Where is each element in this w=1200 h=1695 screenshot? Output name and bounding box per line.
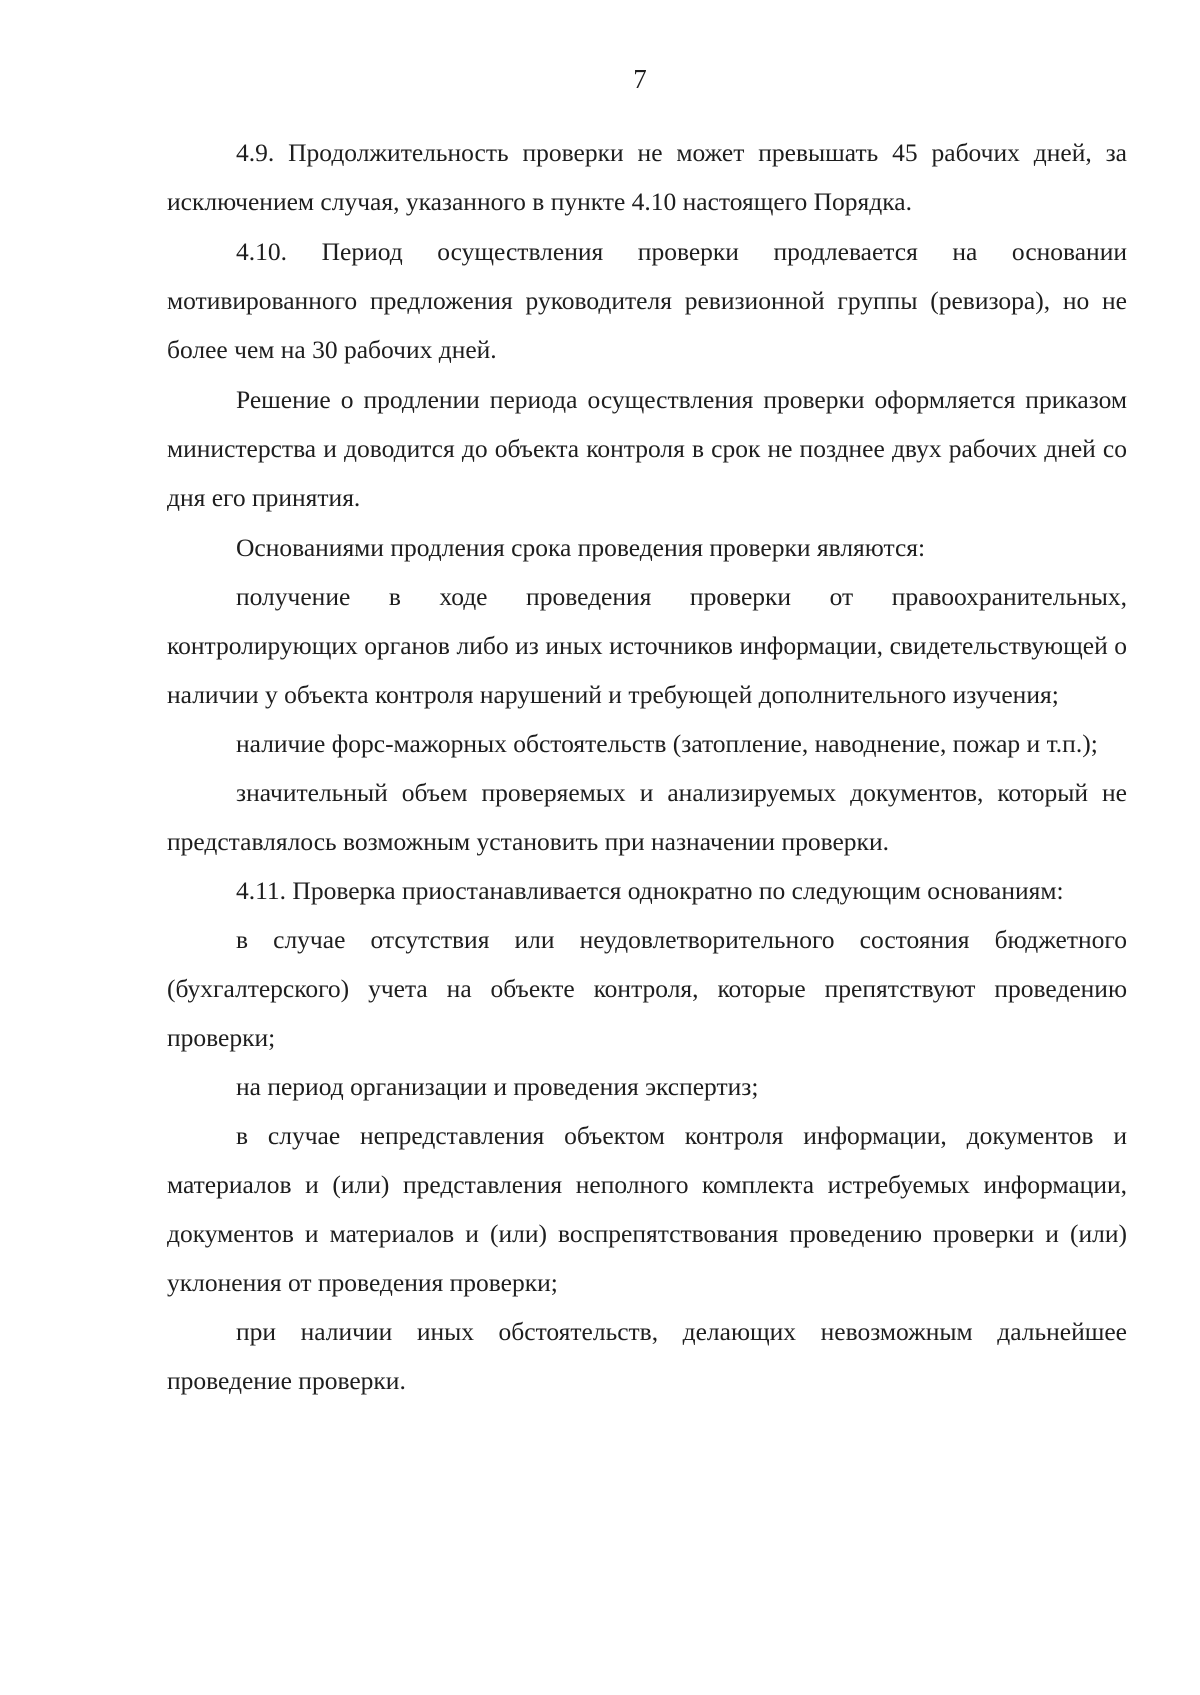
paragraph-ground-document-volume: значительный объем проверяемых и анализируемых документов, который не представлялось возможным установить при назначении проверки. xyxy=(167,778,1127,856)
paragraph-extension-decision: Решение о продлении периода осуществления проверки оформляется приказом министерства и доводится до объекта контроля в срок не позднее двух рабочих дней со дня его принятия. xyxy=(167,385,1127,512)
paragraph-extension-grounds-intro: Основаниями продления срока проведения проверки являются: xyxy=(236,533,926,562)
paragraph-ground-force-majeure: наличие форс-мажорных обстоятельств (затопление, наводнение, пожар и т.п.); xyxy=(236,729,1098,758)
paragraph-suspension-accounting: в случае отсутствия или неудовлетворительного состояния бюджетного (бухгалтерского) учета на объекте контроля, которые препятствуют проведению проверки; xyxy=(167,925,1127,1052)
paragraph-4-9: 4.9. Продолжительность проверки не может превышать 45 рабочих дней, за исключением случая, указанного в пункте 4.10 настоящего Порядка. xyxy=(167,138,1127,216)
paragraph-suspension-documents: в случае непредставления объектом контроля информации, документов и материалов и (или) представления неполного комплекта истребуемых информации, документов и материалов и (или) воспрепятствования проведению проверки и (или) уклонения от проведения проверки; xyxy=(167,1121,1127,1297)
paragraph-ground-information: получение в ходе проведения проверки от правоохранительных, контролирующих органов либо из иных источников информации, свидетельствующей о наличии у объекта контроля нарушений и требующей дополнительного изучения; xyxy=(167,582,1127,709)
paragraph-4-11: 4.11. Проверка приостанавливается однократно по следующим основаниям: xyxy=(236,876,1064,905)
page-number: 7 xyxy=(633,64,647,94)
document-body xyxy=(167,128,1127,1405)
paragraph-suspension-other: при наличии иных обстоятельств, делающих невозможным дальнейшее проведение проверки. xyxy=(167,1317,1127,1395)
paragraph-4-10: 4.10. Период осуществления проверки продлевается на основании мотивированного предложения руководителя ревизионной группы (ревизора), но не более чем на 30 рабочих дней. xyxy=(167,237,1127,364)
paragraph-suspension-expertise: на период организации и проведения экспертиз; xyxy=(236,1072,759,1101)
